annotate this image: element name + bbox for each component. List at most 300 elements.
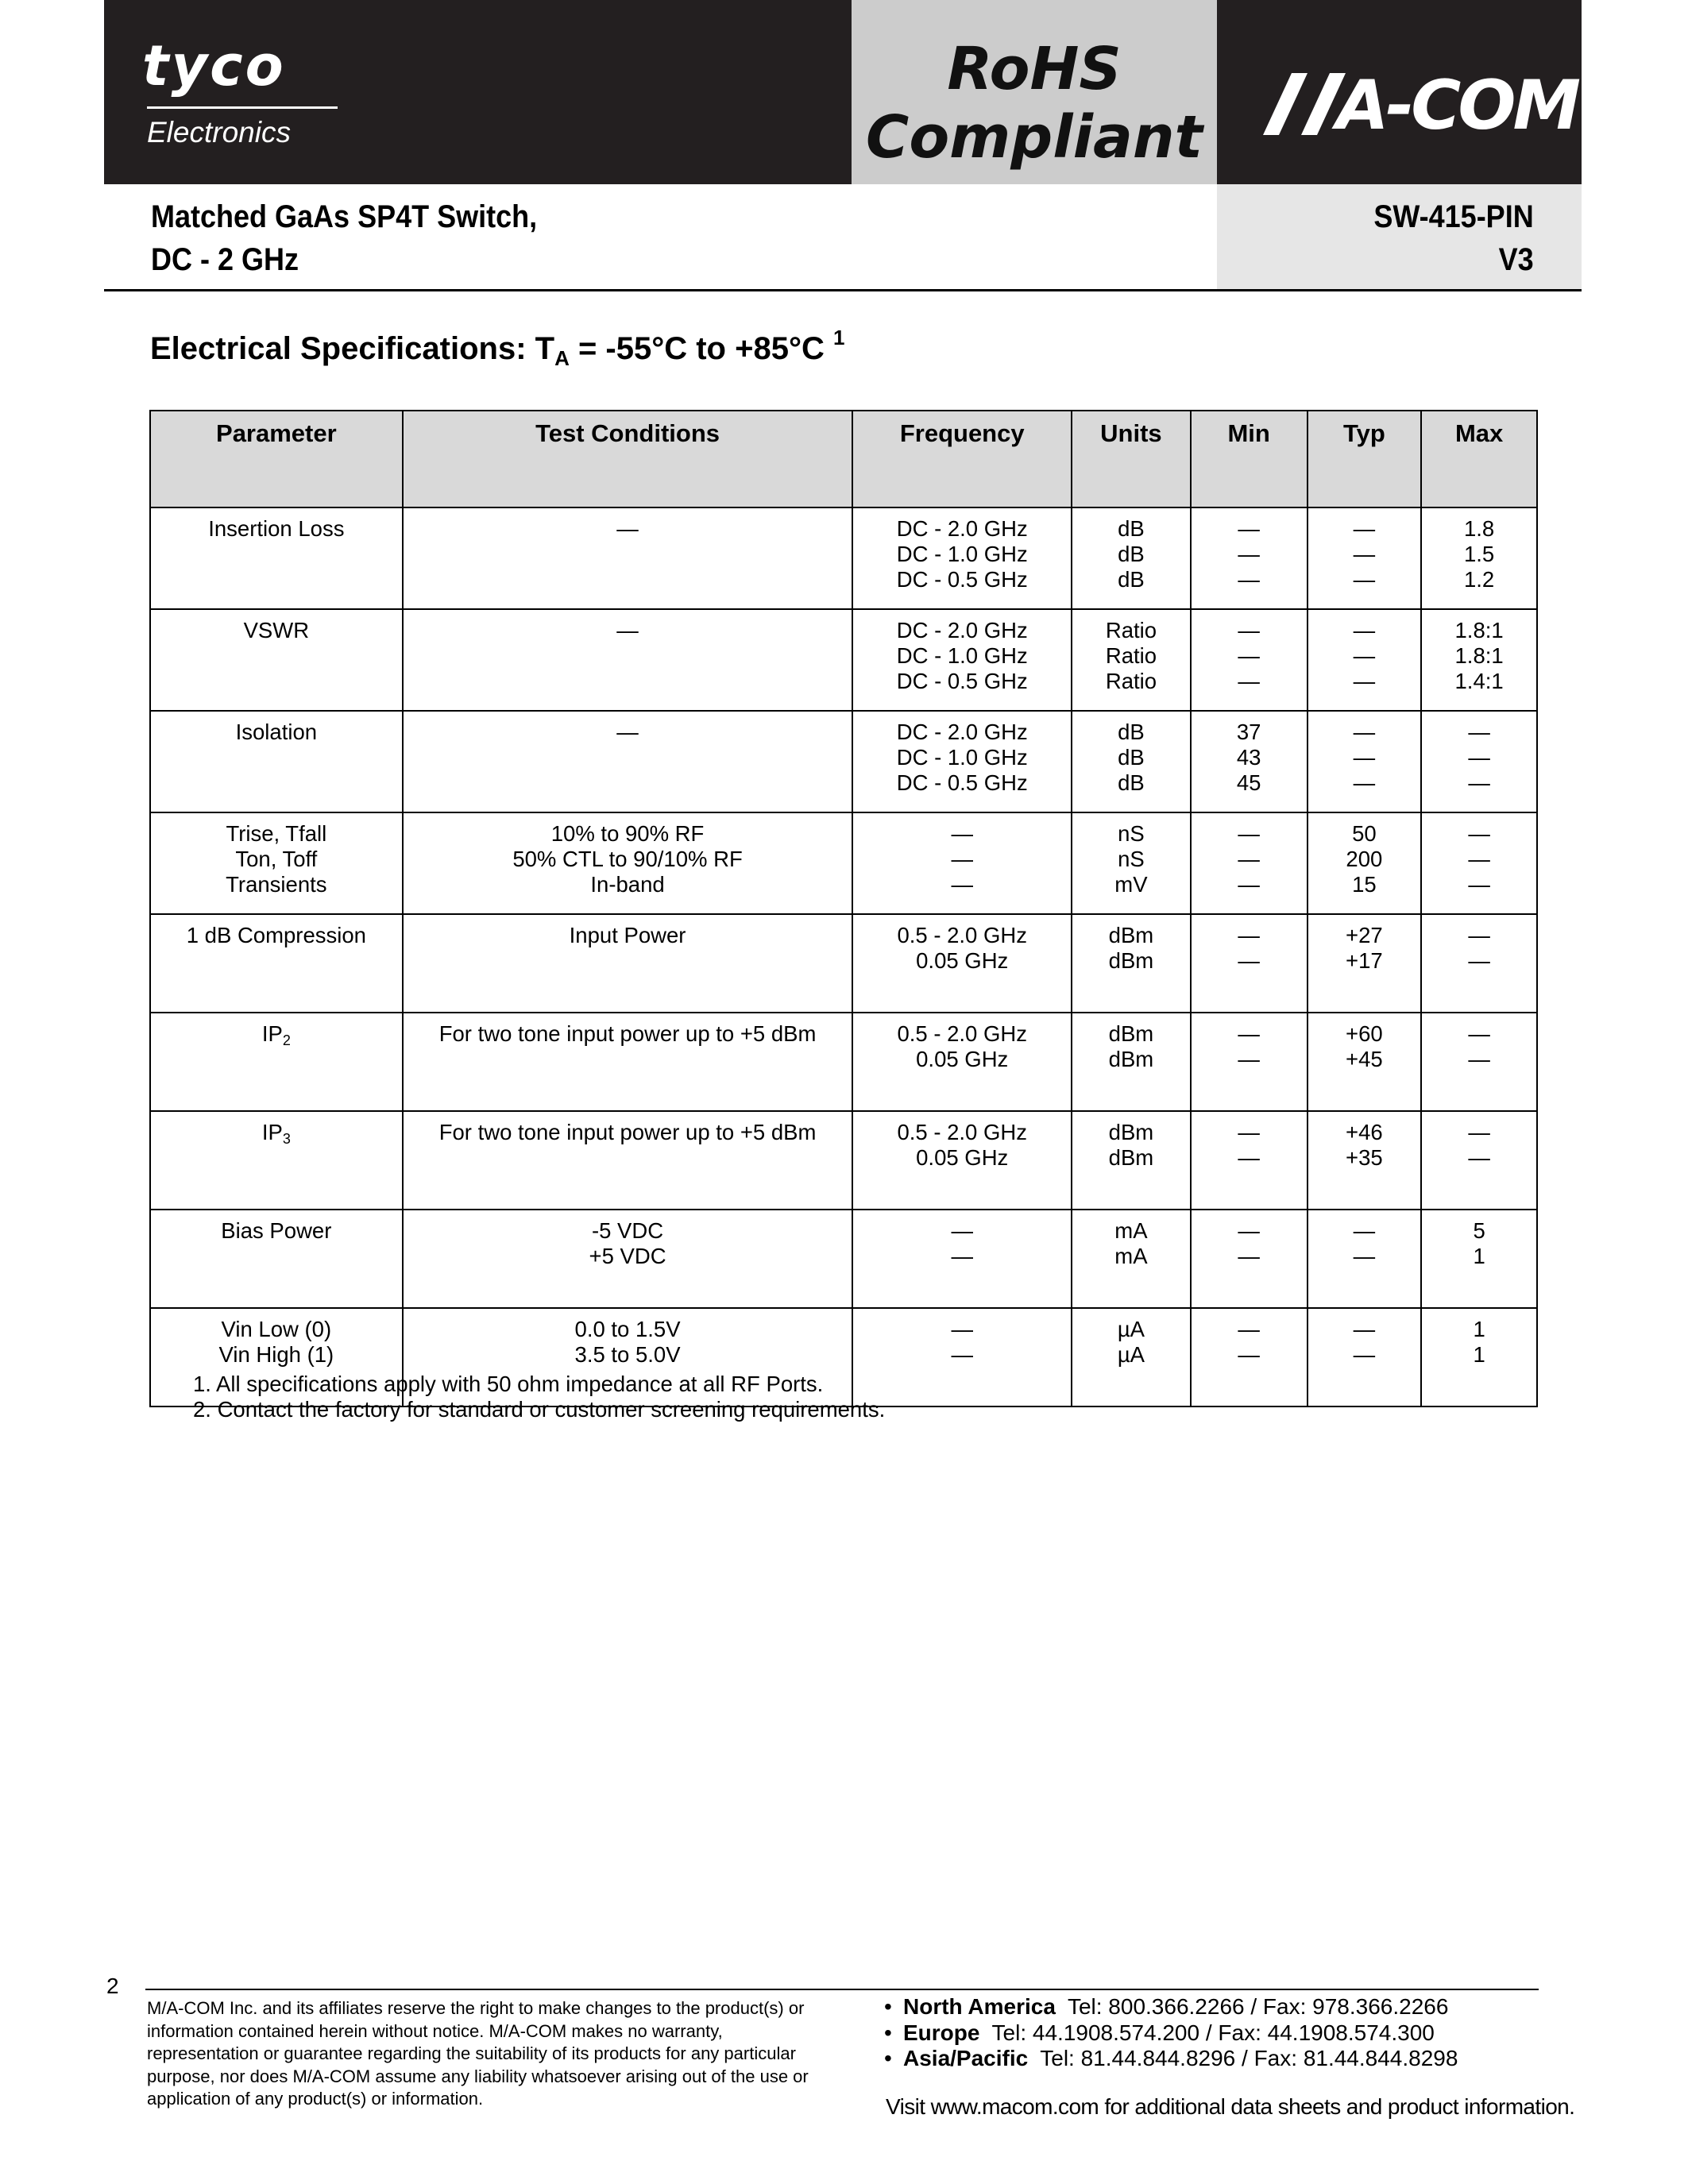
cell-text: — [1468,1021,1490,1046]
contact-details: Tel: 800.366.2266 / Fax: 978.366.2266 [1055,1994,1449,2019]
table-row [150,711,1537,812]
cell-text: DC - 2.0 GHz [896,516,1028,541]
page-number: 2 [106,1974,119,1998]
cell-line [1308,1317,1421,1342]
cell-line [1422,1120,1536,1145]
cell-line [1308,618,1421,643]
section-heading-lead: Electrical Specifications: T [150,331,555,366]
cell-text: dB [1118,720,1145,744]
cell-text: IP [261,1120,283,1144]
max-cell [1421,507,1537,609]
table-row [150,1210,1537,1308]
cell-line [1192,821,1307,847]
test-conditions-cell [403,812,853,914]
cell-text: — [1468,872,1490,897]
units-cell [1072,1013,1191,1111]
column-header: Frequency [852,411,1072,507]
macom-logo-letters [1336,66,1578,145]
frequency-cell [852,507,1072,609]
column-header: Typ [1308,411,1422,507]
cell-text: 200 [1346,847,1383,871]
cell-text: Ratio [1105,643,1157,668]
cell-text: — [616,720,639,744]
cell-text: 37 [1236,720,1261,744]
parameter-cell [150,914,403,1013]
cell-line [1308,643,1421,669]
cell-line [1308,948,1421,974]
cell-text: — [1353,770,1376,795]
cell-text: — [616,516,639,541]
product-title-line-1: Matched GaAs SP4T Switch, [151,199,538,234]
cell-text: — [1468,1120,1490,1144]
cell-line [1192,1145,1307,1171]
cell-line [853,1218,1071,1244]
test-conditions-cell [403,711,853,812]
cell-text: 5 [1473,1218,1485,1243]
contact-details: Tel: 44.1908.574.200 / Fax: 44.1908.574.300 [979,2020,1435,2045]
contact-asia-pacific [884,2046,1458,2072]
column-header: Max [1421,411,1537,507]
footnote: 2. Contact the factory for standard or customer screening requirements. [193,1397,886,1422]
cell-text: — [1238,567,1260,592]
cell-text: — [1238,542,1260,566]
cell-text: For two tone input power up to +5 dBm [438,1021,817,1046]
cell-line [1192,1342,1307,1368]
min-cell [1191,1013,1308,1111]
cell-text: 1 [1473,1317,1485,1341]
cell-text: dBm [1108,1120,1154,1144]
cell-text: — [1468,1047,1490,1071]
cell-line [853,1021,1071,1047]
cell-text: — [1238,1317,1260,1341]
footnote: 1. All specifications apply with 50 ohm impedance at all RF Ports. [193,1372,824,1396]
cell-text: 0.0 to 1.5V [574,1317,681,1341]
cell-text: — [1468,1145,1490,1170]
product-title-line-2: DC - 2 GHz [151,242,299,277]
cell-line [1308,923,1421,948]
cell-text: 3.5 to 5.0V [574,1342,681,1367]
typ-cell [1308,1111,1422,1210]
cell-line [853,872,1071,897]
cell-line [1422,847,1536,872]
cell-text: 1.8:1 [1454,643,1504,668]
cell-line [853,745,1071,770]
cell-line [151,1218,402,1244]
cell-text: nS [1118,847,1145,871]
cell-text: Ratio [1105,618,1157,642]
max-cell [1421,812,1537,914]
cell-line [151,872,402,897]
cell-text: — [1468,847,1490,871]
cell-text: 10% to 90% RF [550,821,705,846]
typ-cell [1308,1013,1422,1111]
cell-line [404,872,852,897]
cell-line [1072,948,1190,974]
typ-cell [1308,1210,1422,1308]
cell-text: — [951,1244,973,1268]
cell-line [853,923,1071,948]
section-heading [150,326,844,371]
cell-line [1422,1047,1536,1072]
cell-line [151,1342,402,1368]
tyco-logo: tyco [142,33,286,98]
cell-text: DC - 2.0 GHz [896,618,1028,642]
cell-line [404,720,852,745]
min-cell [1191,1210,1308,1308]
cell-text: dB [1118,770,1145,795]
cell-text: — [1468,948,1490,973]
cell-line [1192,770,1307,796]
parameter-cell [150,1210,403,1308]
cell-text: +27 [1346,923,1383,947]
cell-line [404,516,852,542]
cell-line [1422,745,1536,770]
cell-text: -5 VDC [591,1218,664,1243]
units-cell [1072,1308,1191,1406]
cell-text: dBm [1108,923,1154,947]
contact-details: Tel: 81.44.844.8296 / Fax: 81.44.844.8298 [1028,2046,1458,2070]
cell-line [1192,567,1307,592]
frequency-cell [852,711,1072,812]
cell-text: — [951,1342,973,1367]
min-cell [1191,1111,1308,1210]
cell-line [1072,847,1190,872]
cell-line [853,821,1071,847]
cell-line [1072,1021,1190,1047]
cell-line [151,1317,402,1342]
cell-text: dB [1118,745,1145,770]
cell-text: — [1238,847,1260,871]
cell-text: — [1238,948,1260,973]
cell-text: +60 [1346,1021,1383,1046]
cell-text: µA [1117,1342,1145,1367]
typ-cell [1308,507,1422,609]
cell-line [1308,770,1421,796]
cell-text: mA [1114,1218,1148,1243]
title-divider [104,289,1582,291]
cell-text: nS [1118,821,1145,846]
footnotes [193,1372,885,1422]
cell-text: mA [1114,1244,1148,1268]
part-number [1374,195,1534,281]
cell-text: — [1238,1120,1260,1144]
tyco-logo-block [104,0,852,184]
cell-text: dBm [1108,1145,1154,1170]
frequency-cell [852,1111,1072,1210]
cell-line [1192,643,1307,669]
cell-text: 43 [1236,745,1261,770]
parameter-cell [150,812,403,914]
column-header: Min [1191,411,1308,507]
cell-line [1422,643,1536,669]
cell-line [1192,720,1307,745]
cell-line [1192,1120,1307,1145]
cell-text: — [1353,720,1376,744]
cell-text: — [951,1317,973,1341]
frequency-cell [852,812,1072,914]
cell-line [1192,1047,1307,1072]
cell-line [1072,1244,1190,1269]
test-conditions-cell [403,914,853,1013]
contact-region: Asia/Pacific [903,2046,1029,2070]
section-heading-rest: = -55°C to +85°C [569,331,833,366]
cell-line [151,847,402,872]
cell-line [1422,923,1536,948]
cell-line [1308,720,1421,745]
cell-text: Input Power [569,923,686,947]
test-conditions-cell [403,1111,853,1210]
cell-line [1192,847,1307,872]
cell-line [151,720,402,745]
cell-line [1422,669,1536,694]
tyco-logo-subtitle: Electronics [147,116,291,149]
cell-line [1308,821,1421,847]
cell-line [1422,1145,1536,1171]
cell-line [853,948,1071,974]
cell-text: — [1238,1342,1260,1367]
table-row [150,812,1537,914]
cell-line [151,821,402,847]
contact-europe [884,2020,1458,2047]
cell-line [151,1021,402,1047]
cell-text: — [951,821,973,846]
cell-line [853,1244,1071,1269]
website-note: Visit www.macom.com for additional data sheets and product information. [886,2094,1575,2119]
cell-line [1072,618,1190,643]
cell-line [853,643,1071,669]
table-row [150,1111,1537,1210]
cell-line [404,1342,852,1368]
cell-text: — [1353,1244,1376,1268]
parameter-subscript: 2 [282,1032,291,1048]
cell-text: DC - 0.5 GHz [896,669,1028,693]
cell-line [1192,923,1307,948]
cell-text: DC - 1.0 GHz [896,643,1028,668]
parameter-cell [150,1111,403,1210]
cell-text: 50 [1352,821,1377,846]
cell-line [853,567,1071,592]
cell-line [853,720,1071,745]
cell-line [1192,872,1307,897]
cell-line [1192,1218,1307,1244]
cell-text: +45 [1346,1047,1383,1071]
cell-line [1422,821,1536,847]
cell-text: dB [1118,542,1145,566]
cell-line [1422,1342,1536,1368]
parameter-subscript: 3 [282,1131,291,1147]
column-header: Units [1072,411,1191,507]
cell-text: — [1238,1047,1260,1071]
column-header: Test Conditions [403,411,853,507]
bullet: • [884,2020,892,2045]
units-cell [1072,609,1191,711]
cell-line [1422,872,1536,897]
cell-text: 0.5 - 2.0 GHz [897,1021,1027,1046]
cell-text: VSWR [243,618,310,642]
cell-line [1192,542,1307,567]
section-heading-sub: A [554,346,570,370]
cell-line [1308,516,1421,542]
table-row [150,914,1537,1013]
cell-line [1072,542,1190,567]
cell-text: 1.4:1 [1454,669,1504,693]
cell-text: 1.5 [1463,542,1495,566]
cell-line [404,1120,852,1145]
cell-text: 1.8 [1463,516,1495,541]
cell-line [853,669,1071,694]
contact-north-america [884,1994,1458,2020]
cell-text: 1.2 [1463,567,1495,592]
cell-line [1072,1145,1190,1171]
units-cell [1072,1210,1191,1308]
cell-line [1072,516,1190,542]
regional-contacts [884,1994,1458,2072]
cell-line [1072,1120,1190,1145]
cell-text: — [1353,1218,1376,1243]
cell-line [1308,1342,1421,1368]
cell-text: — [1238,1021,1260,1046]
header [104,0,1582,184]
cell-line [1422,516,1536,542]
cell-line [1308,669,1421,694]
cell-line [1192,618,1307,643]
contact-region: Europe [903,2020,980,2045]
test-conditions-cell [403,1013,853,1111]
cell-line [853,1145,1071,1171]
cell-text: — [951,1218,973,1243]
cell-text: — [1468,720,1490,744]
cell-line [1422,567,1536,592]
svg-text:A-COM: A-COM [1336,66,1578,145]
cell-text: dB [1118,516,1145,541]
cell-line [853,1317,1071,1342]
cell-text: Bias Power [221,1218,332,1243]
cell-text: dBm [1108,1047,1154,1071]
cell-text: — [1353,618,1376,642]
cell-line [1422,1317,1536,1342]
cell-line [853,516,1071,542]
cell-text: — [1238,669,1260,693]
cell-text: dB [1118,567,1145,592]
cell-line [1072,872,1190,897]
units-cell [1072,711,1191,812]
macom-logo-block [1217,0,1582,184]
cell-text: Vin High (1) [218,1342,334,1367]
cell-line [1308,1145,1421,1171]
cell-line [1072,643,1190,669]
cell-text: — [1353,643,1376,668]
cell-text: — [616,618,639,642]
cell-line [1072,821,1190,847]
cell-text: — [1468,770,1490,795]
max-cell [1421,609,1537,711]
cell-text: — [1238,872,1260,897]
parameter-cell [150,711,403,812]
cell-line [1072,1342,1190,1368]
cell-text: In-band [590,872,665,897]
cell-text: — [1238,1244,1260,1268]
cell-text: dBm [1108,948,1154,973]
cell-text: — [1468,821,1490,846]
cell-line [1308,1120,1421,1145]
cell-text: +46 [1346,1120,1383,1144]
cell-text: — [1468,923,1490,947]
cell-text: Transients [226,872,327,897]
cell-text: IP [261,1021,283,1046]
part-number-value: SW-415-PIN [1373,199,1534,234]
footer-divider [145,1989,1539,1990]
min-cell [1191,711,1308,812]
section-heading-footnote-ref: 1 [832,326,845,349]
cell-line [1422,720,1536,745]
cell-text: 50% CTL to 90/10% RF [512,847,743,871]
cell-line [1072,770,1190,796]
cell-text: 15 [1352,872,1377,897]
cell-line [1422,618,1536,643]
cell-line [404,1244,852,1269]
cell-line [853,1342,1071,1368]
table-header-row [150,411,1537,507]
cell-line [1422,1244,1536,1269]
cell-text: 0.05 GHz [916,1047,1009,1071]
cell-line [1422,542,1536,567]
typ-cell [1308,812,1422,914]
cell-text: — [1238,821,1260,846]
cell-line [1192,745,1307,770]
frequency-cell [852,1013,1072,1111]
cell-text: — [1353,516,1376,541]
cell-line [404,1218,852,1244]
column-header: Parameter [150,411,403,507]
cell-text: — [1238,923,1260,947]
cell-text: — [1238,1218,1260,1243]
rohs-line-1: RoHS [947,35,1122,103]
min-cell [1191,812,1308,914]
cell-line [1308,1244,1421,1269]
cell-line [1308,745,1421,770]
units-cell [1072,507,1191,609]
test-conditions-cell [403,609,853,711]
min-cell [1191,914,1308,1013]
parameter-cell [150,1013,403,1111]
part-version: V3 [1498,242,1534,277]
cell-text: Isolation [235,720,318,744]
cell-line [1422,948,1536,974]
frequency-cell [852,1210,1072,1308]
table-row [150,507,1537,609]
test-conditions-cell [403,1210,853,1308]
typ-cell [1308,1308,1422,1406]
frequency-cell [852,914,1072,1013]
max-cell [1421,1308,1537,1406]
cell-text: 0.05 GHz [916,1145,1009,1170]
cell-line [404,821,852,847]
cell-line [1422,770,1536,796]
cell-text: — [1353,1342,1376,1367]
cell-line [1308,567,1421,592]
cell-line [853,847,1071,872]
cell-text: — [1353,669,1376,693]
cell-line [404,1317,852,1342]
cell-line [1308,847,1421,872]
electrical-specifications-table [149,410,1538,1407]
cell-line [1192,1317,1307,1342]
cell-text: 45 [1236,770,1261,795]
cell-text: For two tone input power up to +5 dBm [438,1120,817,1144]
cell-line [1308,1047,1421,1072]
cell-text: dBm [1108,1021,1154,1046]
cell-text: +35 [1346,1145,1383,1170]
